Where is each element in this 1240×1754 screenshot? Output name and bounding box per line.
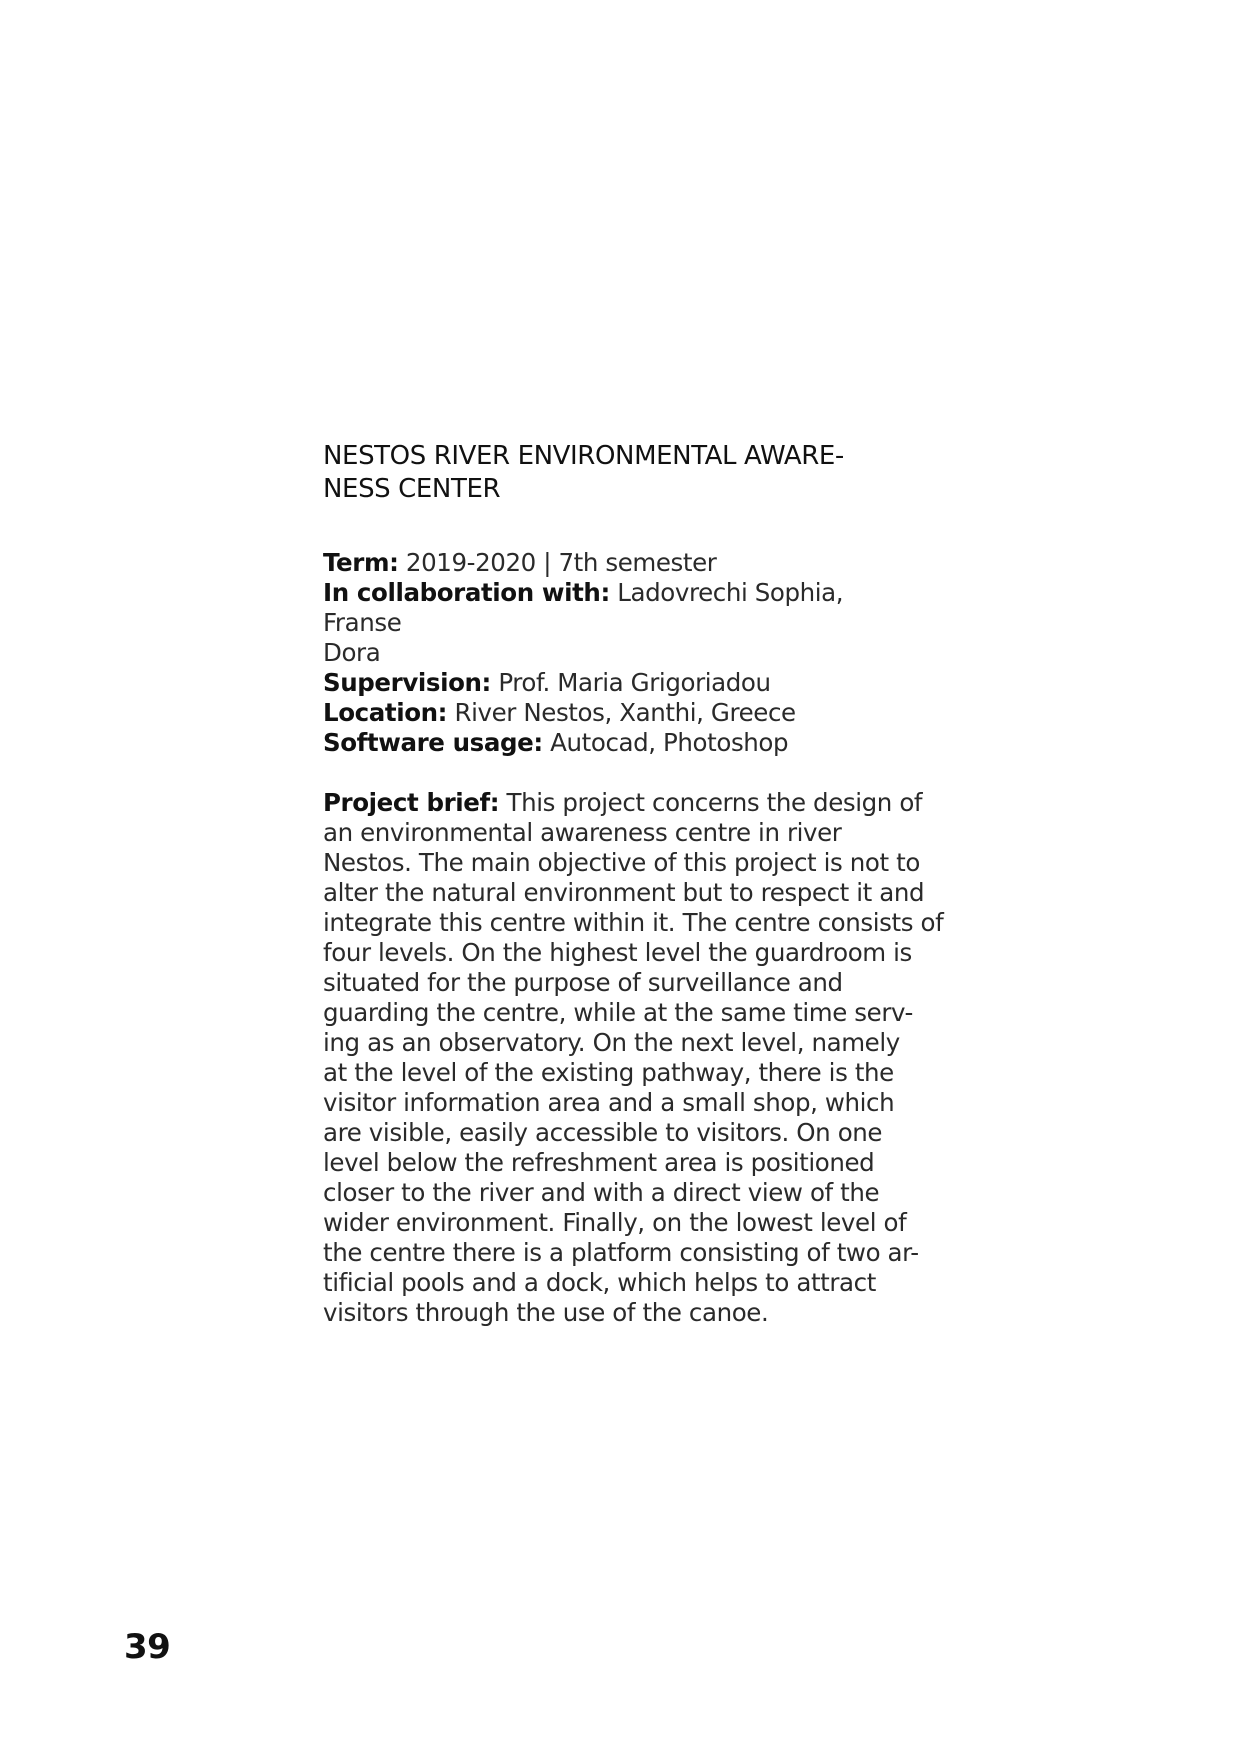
brief-label: Project brief:: [323, 788, 500, 817]
project-title-line-1: NESTOS RIVER ENVIRONMENTAL AWARE-: [323, 441, 844, 471]
location-label: Location:: [323, 698, 448, 727]
brief-line: guarding the centre, while at the same time serv-: [323, 998, 913, 1027]
collaboration-value-line-2: Dora: [323, 638, 381, 667]
collaboration-label: In collaboration with:: [323, 578, 610, 607]
project-title: [323, 440, 923, 506]
supervision-value: Prof. Maria Grigoriadou: [498, 668, 771, 697]
collaboration-value-line-1: Ladovrechi Sophia, Franse: [323, 578, 844, 637]
brief-line: alter the natural environment but to respect it and: [323, 878, 925, 907]
project-metadata: [323, 548, 923, 758]
brief-line: at the level of the existing pathway, there is the: [323, 1058, 894, 1087]
project-title-line-2: NESS CENTER: [323, 474, 501, 504]
brief-line: the centre there is a platform consisting of two ar-: [323, 1238, 919, 1267]
brief-line: are visible, easily accessible to visitors. On one: [323, 1118, 883, 1147]
term-row: [323, 548, 923, 578]
brief-line: integrate this centre within it. The centre consists of: [323, 908, 944, 937]
software-label: Software usage:: [323, 728, 543, 757]
brief-line: closer to the river and with a direct view of the: [323, 1178, 880, 1207]
brief-line: wider environment. Finally, on the lowest level of: [323, 1208, 907, 1237]
brief-line: ing as an observatory. On the next level, namely: [323, 1028, 900, 1057]
project-text-column: [323, 440, 944, 1328]
term-value: 2019-2020 | 7th semester: [405, 548, 717, 577]
brief-first-line-text: This project concerns the design of: [506, 788, 923, 817]
brief-line: four levels. On the highest level the guardroom is: [323, 938, 912, 967]
brief-line: situated for the purpose of surveillance and: [323, 968, 843, 997]
collaboration-row: [323, 578, 923, 638]
brief-line: tificial pools and a dock, which helps to attract: [323, 1268, 876, 1297]
software-row: [323, 728, 923, 758]
supervision-label: Supervision:: [323, 668, 491, 697]
brief-line: level below the refreshment area is positioned: [323, 1148, 875, 1177]
term-label: Term:: [323, 548, 399, 577]
location-row: [323, 698, 923, 728]
brief-line: visitor information area and a small shop, which: [323, 1088, 895, 1117]
brief-line: visitors through the use of the canoe.: [323, 1298, 769, 1327]
project-brief: [323, 788, 944, 1328]
software-value: Autocad, Photoshop: [550, 728, 789, 757]
brief-line: [323, 788, 923, 818]
brief-line: an environmental awareness centre in river: [323, 818, 842, 847]
brief-line: Nestos. The main objective of this project is not to: [323, 848, 920, 877]
location-value: River Nestos, Xanthi, Greece: [454, 698, 796, 727]
supervision-row: [323, 668, 923, 698]
page-number: 39: [124, 1627, 171, 1667]
